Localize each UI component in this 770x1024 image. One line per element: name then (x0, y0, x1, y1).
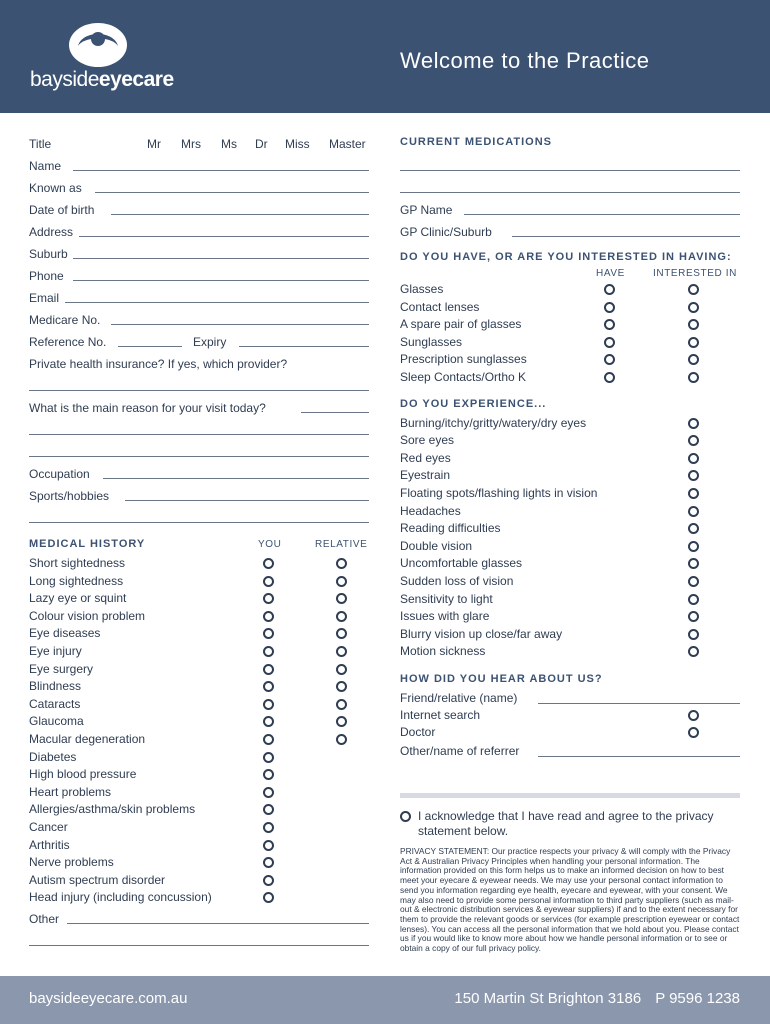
gp-clinic-field[interactable] (400, 221, 740, 243)
medical-history-item-label: Eye injury (29, 643, 82, 658)
title-option-mr[interactable]: Mr (147, 137, 161, 151)
reason-blank-1[interactable] (29, 419, 369, 441)
medical-history-item-you-radio[interactable] (263, 857, 274, 868)
medical-history-item-row (29, 555, 369, 573)
medical-history-item-row (29, 731, 369, 749)
medications-heading: CURRENT MEDICATIONS (400, 136, 553, 148)
interest-header (400, 243, 740, 281)
medical-history-item-you-radio[interactable] (263, 628, 274, 639)
sports-field[interactable] (29, 485, 369, 507)
interest-item-label: Sleep Contacts/Ortho K (400, 369, 527, 384)
medical-history-item-relative-radio[interactable] (336, 593, 347, 604)
medical-other-blank[interactable] (29, 930, 369, 952)
experience-item-label: Red eyes (400, 450, 451, 465)
interest-item-interested-radio[interactable] (688, 284, 699, 295)
phone-field[interactable] (29, 265, 369, 287)
name-field[interactable] (29, 155, 369, 177)
medicare-field[interactable] (29, 309, 369, 331)
interest-item-have-radio[interactable] (604, 302, 615, 313)
medical-history-item-row (29, 766, 369, 784)
title-row (29, 133, 369, 155)
interest-item-row (400, 316, 740, 334)
medical-history-item-row (29, 643, 369, 661)
title-option-master[interactable]: Master (329, 137, 366, 151)
medicare-label: Medicare No. (29, 313, 101, 327)
medical-history-item-relative-radio[interactable] (336, 646, 347, 657)
medical-history-item-you-radio[interactable] (263, 611, 274, 622)
experience-item-row (400, 450, 740, 468)
interest-item-interested-radio[interactable] (688, 372, 699, 383)
experience-item-experience-radio[interactable] (688, 611, 699, 622)
experience-item-label: Uncomfortable glasses (400, 556, 523, 571)
experience-item-experience-radio[interactable] (688, 418, 699, 429)
interest-item-interested-radio[interactable] (688, 302, 699, 313)
eye-logo-icon (68, 22, 128, 68)
sports-label: Sports/hobbies (29, 489, 110, 503)
experience-item-experience-radio[interactable] (688, 629, 699, 640)
experience-item-row (400, 626, 740, 644)
acknowledge-checkbox[interactable] (400, 811, 411, 822)
experience-item-label: Issues with glare (400, 609, 490, 624)
interest-item-have-radio[interactable] (604, 319, 615, 330)
medical-history-item-row (29, 573, 369, 591)
experience-item-experience-radio[interactable] (688, 470, 699, 481)
reference-label: Reference No. (29, 335, 107, 349)
hear-internet-radio[interactable] (688, 710, 699, 721)
interest-item-row (400, 334, 740, 352)
experience-item-label: Sensitivity to light (400, 591, 493, 606)
title-label: Title (29, 137, 52, 151)
interest-item-label: Sunglasses (400, 334, 463, 349)
medical-history-item-you-radio[interactable] (263, 699, 274, 710)
privacy-statement: PRIVACY STATEMENT: Our practice respects your privacy & will comply with the Privacy Act & Australian Privacy Principles when handling your personal information. The information provided on this form helps us to make an informed decision on how to best meet your eyecare & eyewear needs. We may use your personal contact information to send you information regarding eye health, eyecare and eyewear, with your consent. We may also need to provide some personal information to third party suppliers (such as mail-out & electronic distribution services & eyewear suppliers) if and to the extent necessary for them to provide the relevant goods or services (for example prescription eyewear or contact lenses). You can access all the personal information that we hold about you. Please contact us if you would like to know more about how we handle personal information or to see or obtain a copy of our full privacy policy. (400, 846, 740, 954)
email-label: Email (29, 291, 60, 305)
medical-history-item-label: Eye diseases (29, 626, 101, 641)
expiry-label: Expiry (193, 335, 227, 349)
medical-history-item-row (29, 819, 369, 837)
medical-history-item-you-radio[interactable] (263, 681, 274, 692)
interest-item-have-radio[interactable] (604, 372, 615, 383)
medical-history-item-row (29, 678, 369, 696)
medical-history-item-you-radio[interactable] (263, 875, 274, 886)
insurance-label: Private health insurance? If yes, which provider? (29, 357, 288, 371)
gp-name-field[interactable] (400, 199, 740, 221)
reason-blank-2[interactable] (29, 441, 369, 463)
medical-other-field[interactable] (29, 908, 369, 930)
hear-other-label: Other/name of referrer (400, 744, 520, 759)
reason-label: What is the main reason for your visit today? (29, 401, 266, 415)
medical-history-item-you-radio[interactable] (263, 804, 274, 815)
medical-history-item-label: Head injury (including concussion) (29, 890, 212, 905)
title-option-mrs[interactable]: Mrs (181, 137, 201, 151)
gp-name-label: GP Name (400, 203, 453, 217)
experience-item-experience-radio[interactable] (688, 541, 699, 552)
medical-history-item-label: Glaucoma (29, 714, 84, 729)
interest-list (400, 281, 740, 387)
medical-history-item-relative-radio[interactable] (336, 628, 347, 639)
interest-item-have-radio[interactable] (604, 284, 615, 295)
acknowledge-text: I acknowledge that I have read and agree to the privacy statement below. (418, 809, 714, 838)
address-label: Address (29, 225, 74, 239)
experience-item-label: Double vision (400, 538, 473, 553)
medical-history-item-relative-radio[interactable] (336, 558, 347, 569)
brand-light: bayside (30, 68, 99, 91)
experience-item-label: Eyestrain (400, 468, 451, 483)
medical-history-item-relative-radio[interactable] (336, 664, 347, 675)
experience-item-label: Reading difficulties (400, 521, 501, 536)
experience-item-label: Floating spots/flashing lights in vision (400, 485, 598, 500)
medical-history-item-you-radio[interactable] (263, 840, 274, 851)
brand-logo (30, 68, 174, 92)
medical-history-item-label: Colour vision problem (29, 608, 146, 623)
medications-header (400, 133, 740, 155)
title-option-ms[interactable]: Ms (221, 137, 237, 151)
gp-clinic-label: GP Clinic/Suburb (400, 225, 492, 239)
experience-item-row (400, 573, 740, 591)
interest-item-have-radio[interactable] (604, 337, 615, 348)
medical-history-item-label: Cancer (29, 819, 68, 834)
medications-blank-1[interactable] (400, 155, 740, 177)
brand-bold: eyecare (98, 68, 174, 91)
interest-item-row (400, 369, 740, 387)
experience-item-experience-radio[interactable] (688, 558, 699, 569)
hear-internet-label: Internet search (400, 707, 481, 722)
dob-label: Date of birth (29, 203, 95, 217)
footer-website[interactable]: baysideeyecare.com.au (29, 990, 188, 1007)
footer-phone: P 9596 1238 (655, 990, 740, 1007)
experience-item-row (400, 591, 740, 609)
experience-item-experience-radio[interactable] (688, 506, 699, 517)
footer-contact (440, 990, 740, 1007)
medical-history-item-row (29, 625, 369, 643)
medical-history-item-label: Allergies/asthma/skin problems (29, 802, 196, 817)
interest-item-interested-radio[interactable] (688, 337, 699, 348)
sports-blank[interactable] (29, 507, 369, 529)
medical-history-item-row (29, 713, 369, 731)
medical-history-item-row (29, 590, 369, 608)
experience-item-row (400, 520, 740, 538)
experience-item-experience-radio[interactable] (688, 576, 699, 587)
col-relative: RELATIVE (315, 539, 368, 550)
experience-item-experience-radio[interactable] (688, 488, 699, 499)
interest-item-row (400, 299, 740, 317)
medical-history-item-you-radio[interactable] (263, 646, 274, 657)
address-field[interactable] (29, 221, 369, 243)
experience-item-row (400, 485, 740, 503)
section-divider (400, 793, 740, 798)
interest-item-interested-radio[interactable] (688, 354, 699, 365)
known-as-label: Known as (29, 181, 82, 195)
medical-history-item-relative-radio[interactable] (336, 699, 347, 710)
hear-doctor-row (400, 724, 740, 742)
medical-history-item-row (29, 889, 369, 907)
medical-history-item-label: Short sightedness (29, 556, 126, 570)
medical-history-item-relative-radio[interactable] (336, 611, 347, 622)
experience-item-experience-radio[interactable] (688, 523, 699, 534)
experience-item-label: Motion sickness (400, 644, 486, 659)
experience-item-experience-radio[interactable] (688, 594, 699, 605)
interest-item-row (400, 281, 740, 299)
medical-history-heading: MEDICAL HISTORY (29, 538, 146, 550)
experience-item-experience-radio[interactable] (688, 646, 699, 657)
insurance-question (29, 353, 369, 375)
experience-item-label: Sore eyes (400, 433, 455, 448)
title-option-dr[interactable]: Dr (255, 137, 268, 151)
interest-item-label: Prescription sunglasses (400, 352, 527, 367)
medical-history-item-label: Long sightedness (29, 573, 124, 588)
interest-item-label: Glasses (400, 282, 444, 296)
medical-history-item-you-radio[interactable] (263, 664, 274, 675)
medical-history-header (29, 533, 369, 555)
experience-item-label: Headaches (400, 503, 461, 518)
medical-history-item-you-radio[interactable] (263, 734, 274, 745)
footer-bar (0, 976, 770, 1024)
reason-field[interactable] (29, 397, 369, 419)
interest-item-interested-radio[interactable] (688, 319, 699, 330)
hear-header (400, 661, 740, 689)
medical-history-item-row (29, 854, 369, 872)
medical-history-item-you-radio[interactable] (263, 576, 274, 587)
known-as-field[interactable] (29, 177, 369, 199)
experience-item-row (400, 608, 740, 626)
medical-history-item-label: Eye surgery (29, 661, 94, 676)
insurance-blank[interactable] (29, 375, 369, 397)
medical-history-item-label: Cataracts (29, 696, 81, 711)
experience-item-row (400, 538, 740, 556)
medical-history-item-row (29, 661, 369, 679)
footer-address: 150 Martin St Brighton 3186 (454, 990, 642, 1007)
experience-heading: DO YOU EXPERIENCE... (400, 397, 547, 410)
experience-item-row (400, 432, 740, 450)
occupation-field[interactable] (29, 463, 369, 485)
hear-doctor-label: Doctor (400, 725, 436, 740)
interest-item-row (400, 351, 740, 369)
experience-item-row (400, 503, 740, 521)
hear-other-field[interactable] (400, 742, 740, 760)
medical-history-item-row (29, 696, 369, 714)
interest-item-label: Contact lenses (400, 299, 480, 314)
medical-history-list (29, 555, 369, 907)
hear-heading: HOW DID YOU HEAR ABOUT US? (400, 672, 603, 685)
experience-item-row (400, 555, 740, 573)
col-you: YOU (258, 539, 282, 550)
title-option-miss[interactable]: Miss (285, 137, 310, 151)
experience-header (400, 387, 740, 415)
medical-history-item-you-radio[interactable] (263, 752, 274, 763)
phone-label: Phone (29, 269, 64, 283)
experience-item-experience-radio[interactable] (688, 435, 699, 446)
medical-history-item-label: Lazy eye or squint (29, 591, 127, 606)
medical-history-item-relative-radio[interactable] (336, 716, 347, 727)
medical-history-item-you-radio[interactable] (263, 769, 274, 780)
hear-internet-row (400, 707, 740, 725)
experience-item-row (400, 415, 740, 433)
medical-history-item-row (29, 784, 369, 802)
medical-history-item-row (29, 872, 369, 890)
suburb-label: Suburb (29, 247, 68, 261)
hear-friend-field[interactable] (400, 689, 740, 707)
date-of-birth-field[interactable] (29, 199, 369, 221)
medical-history-item-you-radio[interactable] (263, 716, 274, 727)
medical-history-item-row (29, 837, 369, 855)
patient-details-column (29, 133, 369, 952)
experience-item-row (400, 467, 740, 485)
medications-blank-2[interactable] (400, 177, 740, 199)
experience-item-label: Burning/itchy/gritty/watery/dry eyes (400, 415, 587, 430)
medical-history-item-label: Nerve problems (29, 855, 114, 870)
interest-item-have-radio[interactable] (604, 354, 615, 365)
experience-item-row (400, 643, 740, 661)
medical-history-item-label: Blindness (29, 679, 82, 694)
col-have: HAVE (596, 268, 625, 279)
interest-item-label: A spare pair of glasses (400, 317, 522, 332)
hear-friend-label: Friend/relative (name) (400, 690, 518, 705)
experience-item-experience-radio[interactable] (688, 453, 699, 464)
header-banner (0, 0, 770, 113)
medical-history-item-relative-radio[interactable] (336, 734, 347, 745)
page-title: Welcome to the Practice (400, 48, 650, 73)
interest-heading: DO YOU HAVE, OR ARE YOU INTERESTED IN HAVING: (400, 251, 732, 263)
reference-expiry-row[interactable] (29, 331, 369, 353)
eyecare-column (400, 133, 740, 760)
hear-doctor-radio[interactable] (688, 727, 699, 738)
medical-history-item-label: Macular degeneration (29, 731, 146, 746)
occupation-label: Occupation (29, 467, 90, 481)
medical-history-item-label: Arthritis (29, 837, 70, 852)
medical-history-item-relative-radio[interactable] (336, 576, 347, 587)
medical-history-item-relative-radio[interactable] (336, 681, 347, 692)
medical-history-item-you-radio[interactable] (263, 558, 274, 569)
medical-history-item-label: High blood pressure (29, 767, 137, 782)
name-label: Name (29, 159, 62, 173)
medical-history-item-label: Diabetes (29, 749, 77, 764)
medical-history-item-you-radio[interactable] (263, 593, 274, 604)
medical-history-item-row (29, 608, 369, 626)
medical-history-item-label: Heart problems (29, 784, 112, 799)
email-field[interactable] (29, 287, 369, 309)
suburb-field[interactable] (29, 243, 369, 265)
medical-history-item-you-radio[interactable] (263, 822, 274, 833)
medical-history-item-label: Autism spectrum disorder (29, 872, 166, 887)
medical-history-item-row (29, 801, 369, 819)
col-interested: INTERESTED IN (653, 268, 737, 279)
experience-list (400, 415, 740, 661)
medical-other-label: Other (29, 911, 60, 926)
experience-item-label: Sudden loss of vision (400, 573, 514, 588)
medical-history-item-you-radio[interactable] (263, 892, 274, 903)
experience-item-label: Blurry vision up close/far away (400, 626, 563, 641)
medical-history-item-row (29, 749, 369, 767)
medical-history-item-you-radio[interactable] (263, 787, 274, 798)
